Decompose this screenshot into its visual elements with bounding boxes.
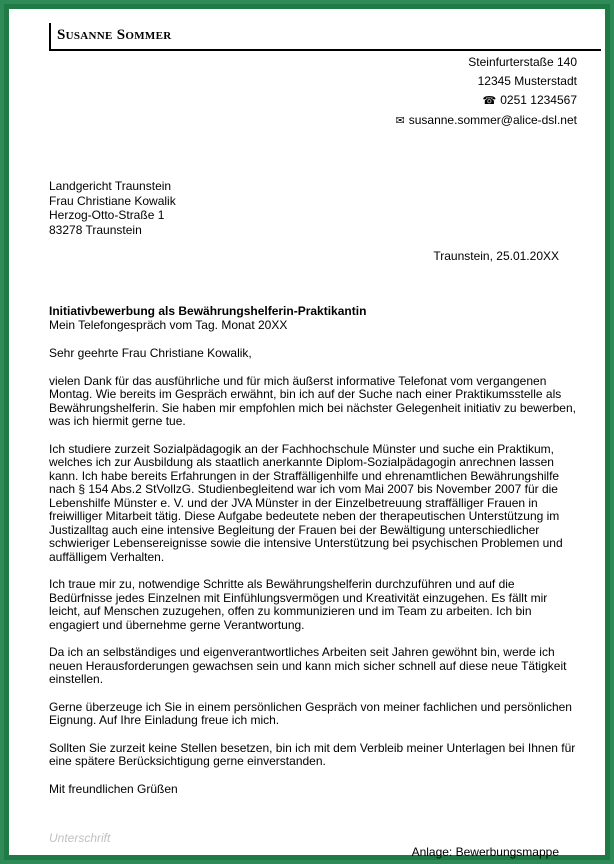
phone-icon: ☎ <box>482 95 497 107</box>
paragraph-3: Ich traue mir zu, notwendige Schritte als Bewährungshelferin durchzuführen und auf die Bedürfnisse jedes Einzelnen mit Einfühlungsvermögen und Kreativität einzugehen. Es fällt mir leicht, auf Menschen zuzugehen, offen zu kommunizieren und im Team zu arbeiten. Ich bin engagiert und übernehme gerne Verantwortung. <box>49 577 548 632</box>
salutation: Sehr geehrte Frau Christiane Kowalik, <box>49 346 252 360</box>
enclosure-note: Anlage: Bewerbungsmappe <box>411 845 559 859</box>
subject-title: Initiativbewerbung als Bewährungshelferin-Praktikantin <box>49 304 367 318</box>
paragraph-5: Gerne überzeuge ich Sie in einem persönlichen Gespräch von meiner fachlichen und persönlichen Eignung. Auf Ihre Einladung freue ich mich. <box>49 699 572 727</box>
sender-phone-line <box>396 91 577 111</box>
sender-phone: 0251 1234567 <box>500 93 577 107</box>
sender-address <box>396 53 577 131</box>
recipient-address <box>49 179 176 237</box>
sender-street: Steinfurterstaße 140 <box>468 55 577 69</box>
paragraph-6: Sollten Sie zurzeit keine Stellen besetzen, bin ich mit dem Verbleib meiner Unterlagen bei Ihnen für eine spätere Berücksichtigung gerne einverstanden. <box>49 740 576 768</box>
paragraph-2: Ich studiere zurzeit Sozialpädagogik an der Fachhochschule Münster und suche ein Praktikum, welches ich zur Ausbildung als staatlich anerkannte Diplom-Sozialpädagogin anrechnen lassen kann. Ich habe bereits Erfahrungen in der Straffälligenhilfe und ehrenamtlichen Bewährungshilfe nach § 154 Abs.2 StVollzG. Studienbegleitend war ich vom Mai 2007 bis November 2007 für die Lebenshilfe Münster e. V. und der JVA Münster in der Einzelbetreuung straffälliger Frauen in freiwilliger Mitarbeit tätig. Diese Aufgabe bedeutete neben der therapeutischen Unterstützung im Justizalltag auch eine intensive Begleitung der Frauen bei der Bewältigung unterschiedlicher schwieriger Lebensereignisse sowie die intensive Unterstützung bei psychischen Problemen und auffälligem Verhalten. <box>49 441 563 564</box>
letter-date: Traunstein, 25.01.20XX <box>433 249 559 263</box>
sender-email: susanne.sommer@alice-dsl.net <box>408 113 577 127</box>
recipient-line-2: Frau Christiane Kowalik <box>49 193 176 208</box>
sender-city: 12345 Musterstadt <box>477 74 577 88</box>
sender-name: Susanne Sommer <box>57 27 172 43</box>
envelope-icon: ✉ <box>395 115 405 127</box>
sender-email-line <box>396 111 577 131</box>
paragraph-4: Da ich an selbständiges und eigenverantwortliches Arbeiten seit Jahren gewöhnt bin, werde ich neuen Herausforderungen gewachsen sein und kann mich sicher schnell auf diese neue Tätigkeit einstellen. <box>49 645 567 686</box>
letterhead <box>49 23 601 51</box>
recipient-line-3: Herzog-Otto-Straße 1 <box>49 208 165 222</box>
recipient-line-4: 83278 Traunstein <box>49 222 142 237</box>
letter-body <box>49 347 579 810</box>
signature-placeholder: Unterschrift <box>49 831 111 845</box>
recipient-line-1: Landgericht Traunstein <box>49 179 172 193</box>
subject-block <box>49 304 579 332</box>
letter-page <box>9 9 605 859</box>
closing: Mit freundlichen Grüßen <box>49 781 178 796</box>
paragraph-1: vielen Dank für das ausführliche und für mich äußerst informative Telefonat vom vergangenen Montag. Wie bereits im Gespräch erwähnt, bin ich auf der Suche nach einer Praktikumsstelle als Bewährungshelferin. Sie haben mir empfohlen mich bei nächster Gelegenheit initiativ zu bewerben, was ich hiermit gerne tue. <box>49 373 576 428</box>
subject-reference: Mein Telefongespräch vom Tag. Monat 20XX <box>49 318 288 332</box>
